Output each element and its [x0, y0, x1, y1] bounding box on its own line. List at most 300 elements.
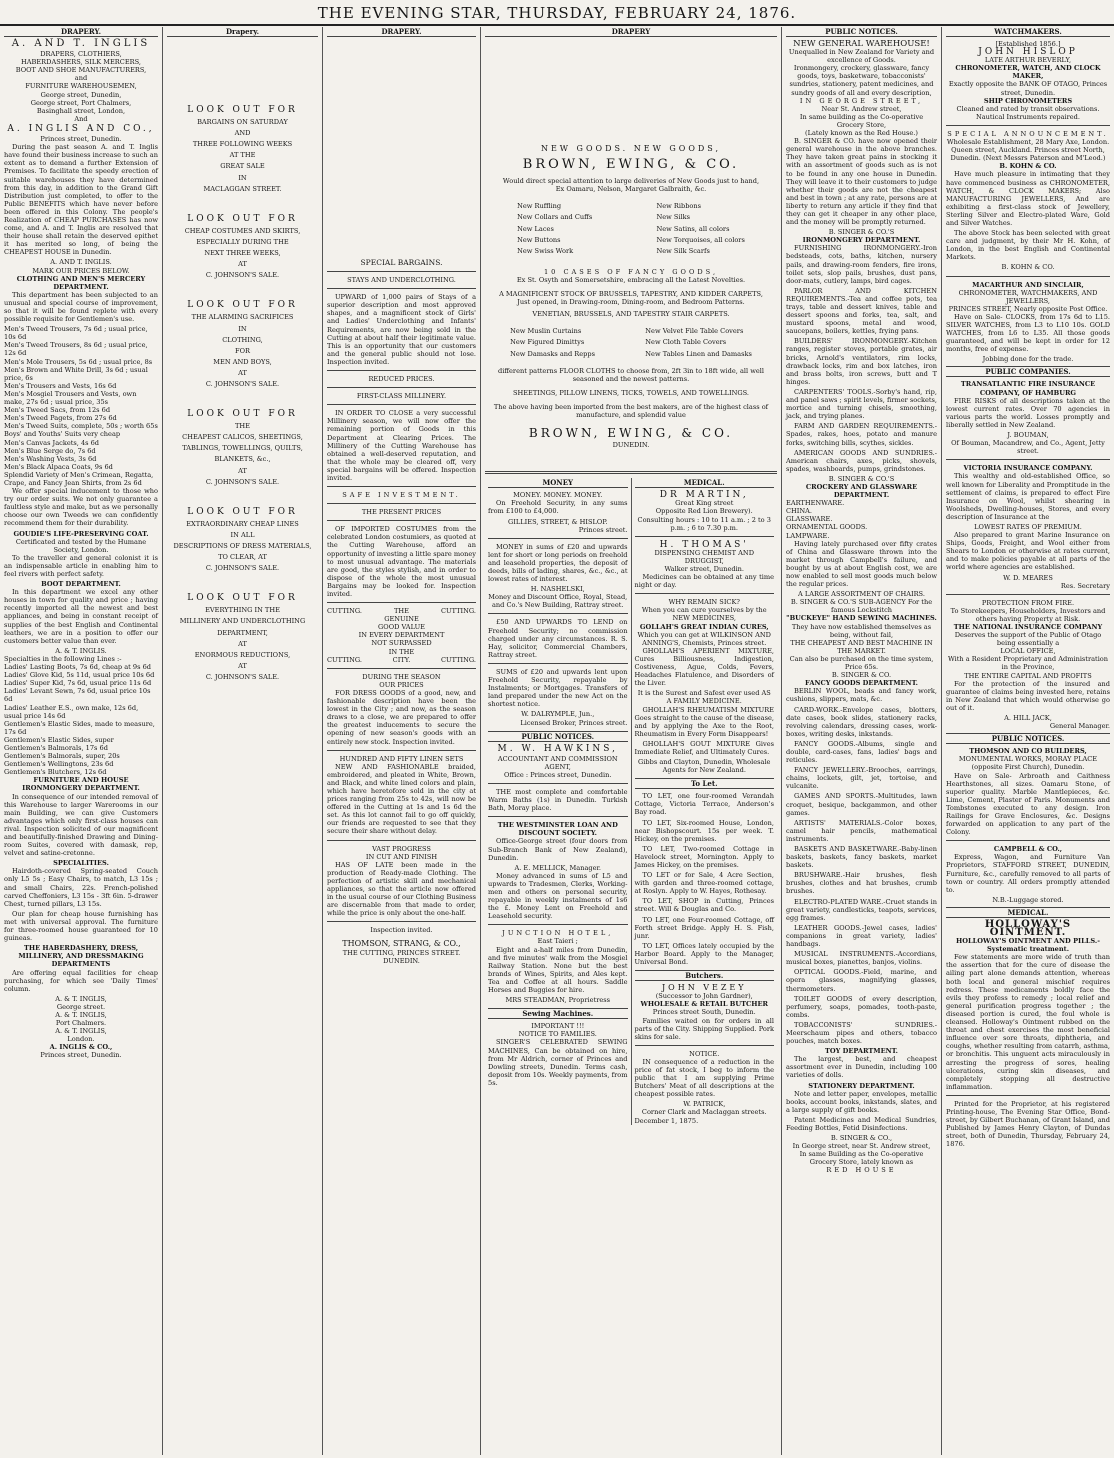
thomas-text: Medicines can be obtained at any time night or day.: [634, 573, 774, 590]
ad-line: IN ALL: [230, 530, 255, 539]
vezey-sub: (Successor to John Gardner),: [655, 992, 753, 1001]
boot-item: Gentlemen's Elastic Sides, super: [4, 735, 114, 744]
goods-item: New Tables Linen and Damasks: [645, 349, 752, 358]
furniture-heading: FURNITURE AND HOUSE IRONMONGERY DEPARTMENT.: [22, 776, 140, 793]
red-house: RED HOUSE: [826, 1166, 897, 1175]
goods-item: New Damasks and Repps: [510, 349, 595, 358]
to-let-item: TO LET, one four-roomed Verandah Cottage, Victoria Terrace, Anderson's Bay road.: [634, 792, 774, 817]
goods-item: New Muslin Curtains: [510, 327, 582, 336]
ad-line: ESPECIALLY DURING THE: [196, 237, 289, 246]
goods-item: New Collars and Cuffs: [517, 213, 593, 222]
final-sub: In same Building as the Co-operative Grocery Store, lately known as: [799, 1150, 924, 1167]
special-bargains: SPECIAL BARGAINS.: [360, 258, 443, 267]
medical-head: MEDICAL.: [946, 907, 1110, 918]
price-item: Men's Black Alpaca Coats, 9s 6d: [4, 462, 113, 471]
ad-line: MACLAGGAN STREET.: [203, 184, 282, 193]
reduced-prices: REDUCED PRICES.: [368, 375, 435, 384]
hotel-name: JUNCTION HOTEL,: [502, 929, 614, 938]
column-johnson: [163, 27, 323, 1455]
ad-line: NEXT THREE WEEKS,: [204, 249, 281, 258]
quality-note: The above having been imported from the best makers, are of the highest class of manufacture, and splendid value: [493, 402, 769, 419]
singer-text: SINGER'S CELEBRATED SEWING MACHINES, Can be obtained on hire, from Mr Aldrich, corner of Princes and Dowling streets, Dunedin. Terms cash, deposit from 10s. Weekly payments, from 5s.: [488, 1038, 628, 1087]
ship-chronometers: SHIP CHRONOMETERS: [983, 96, 1073, 105]
ships-text: Ex Oamaru, Nelson, Margaret Galbraith, &c.: [555, 185, 707, 194]
cutting-label: CUTTING.: [440, 607, 476, 616]
mark-prices: MARK OUR PRICES BELOW.: [32, 266, 130, 275]
fancy-cases: 10 CASES OF FANCY GOODS,: [543, 267, 719, 276]
money4-firm: W. DALRYMPLE, Jun.,: [521, 710, 595, 719]
building: In same building as the Co-operative Grocery Store,: [799, 112, 924, 129]
patrick-text: IN consequence of a reduction in the price of fat stock, I beg to inform the public that I am supplying Prime Butchers' Meat of all descriptions at the cheapest possible rates.: [634, 1057, 774, 1099]
buckeye-text: They have now established themselves as being, without fail,: [791, 622, 932, 639]
in-the: IN THE: [388, 647, 415, 656]
public-notices-head: PUBLIC NOTICES.: [488, 731, 628, 742]
new-goods: NEW GOODS. NEW GOODS,: [540, 144, 722, 153]
price-item: Boys' and Youths' Suits very cheap: [4, 430, 121, 439]
ad-line: GREAT SALE: [220, 162, 265, 171]
floorcloths: different patterns FLOOR CLOTHS to choose from, 2ft 3in to 18ft wide, all well seasoned and the newest patterns.: [498, 366, 764, 383]
goods-item: New Buttons: [517, 235, 561, 244]
toy-text: The largest, best, and cheapest assortment ever in Dunedin, including 100 varieties of dolls.: [786, 1055, 937, 1080]
macarthur-addr: PRINCES STREET, Nearly opposite Post Office.: [948, 304, 1108, 313]
list-item: ORNAMENTAL GOODS.: [786, 523, 868, 532]
price-item: Men's Tweed Suits, complete, 50s ; worth 65s: [4, 422, 158, 431]
ship-sub: Cleaned and rated by transit observations. Nautical Instruments repaired.: [956, 104, 1100, 121]
macarthur-sub: Jobbing done for the trade.: [982, 355, 1074, 364]
special-announcement: SPECIAL ANNOUNCEMENT.: [947, 129, 1109, 138]
national-text: Deserves the support of the Public of Otago being essentially a: [954, 631, 1102, 648]
signature: A. & T. INGLIS.: [55, 646, 107, 655]
signature: A. INGLIS & CO.,: [49, 1043, 113, 1052]
special-sub: Wholesale Establishment, 28 Mary Axe, London. Queen street, Auckland. Princes street North, Dunedin. (Next Messrs Paterson and M'Leod.): [946, 138, 1110, 163]
goods-item: New Ribbons: [656, 202, 702, 211]
martin-hours: Consulting hours : 10 to 11 a.m. ; 2 to 3 p.m. ; 6 to 7.30 p.m.: [637, 515, 771, 532]
cheapest: THE CHEAPEST AND BEST MACHINE IN THE MARKET.: [790, 638, 933, 655]
list-item: BASKETS AND BASKETWARE.-Baby-linen baskets, baskets, fancy baskets, market baskets.: [786, 845, 937, 870]
list-item: ELECTRO-PLATED WARE.-Cruet stands in great variety, candlesticks, teapots, services, egg frames.: [786, 897, 937, 922]
column-head: WATCHMAKERS.: [946, 27, 1110, 37]
iron-list: [786, 244, 937, 473]
ad-title: LOOK OUT FOR: [187, 409, 298, 420]
carpets: A MAGNIFICENT STOCK OF BRUSSELS, TAPESTRY, AND KIDDER CARPETS,: [499, 290, 763, 299]
list-item: GAMES AND SPORTS.-Multitudes, lawn croquet, besique, backgammon, and other games.: [786, 792, 937, 817]
list-item: FANCY JEWELLERY.-Brooches, earrings, chains, lockets, gilt, jet, tortoise, and vulcanite.: [786, 766, 937, 791]
list-item: EARTHENWARE.: [786, 499, 845, 508]
boot-heading: BOOT DEPARTMENT.: [41, 580, 121, 589]
millinery-text: IN ORDER TO CLOSE a very successful Millinery season, we will now offer the remaining portion of Goods in this Department at Clearing Prices. The Millinery of the Cutting Warehouse has obtained a well-deserved reputation, and that the whole may be cleared off, very special bargains will be offered. Inspection invited.: [327, 409, 476, 482]
price-item: Men's Washing Vests, 3s 6d: [4, 454, 97, 463]
baths-text: THE most complete and comfortable Warm Baths (1s) in Dunedin. Turkish Bath, Moray place.: [488, 787, 628, 813]
price-item: Splendid Variety of Men's Crimean, Regatta, Crape, and Fancy Jean Shirts, from 2s 6d: [4, 470, 154, 487]
city-label: CITY.: [392, 655, 411, 664]
jack-sub: General Manager.: [1049, 722, 1110, 731]
list-item: AMERICAN GOODS AND SUNDRIES.-American chairs, axes, picks, shovels, spades, washboards, pumps, grindstones.: [786, 448, 937, 473]
haberdashery-text: Are offering equal facilities for cheap purchasing, for which see 'Daily Times' column.: [4, 968, 158, 993]
trade-3: BOOT AND SHOE MANUFACTURERS,: [15, 66, 147, 75]
patent-text: Patent Medicines and Medical Sundries, Feeding Bottles, Fetid Disinfections.: [786, 1115, 937, 1132]
meares-sub: Res. Secretary: [1060, 581, 1110, 590]
firm-name-2: A. INGLIS AND CO.,: [7, 123, 155, 134]
address-1: George street, Dunedin,: [40, 90, 122, 99]
goods-item: New Figured Dimittys: [510, 338, 585, 347]
ad-line: DESCRIPTIONS OF DRESS MATERIALS,: [173, 542, 312, 550]
present-prices: THE PRESENT PRICES: [361, 508, 442, 517]
column-watchmakers: [942, 27, 1114, 1455]
season-2: OUR PRICES: [379, 680, 424, 689]
important: IMPORTANT !!!: [531, 1022, 585, 1031]
clothing-text: This department has been subjected to an unusual and special course of improvement, so that it will be found replete with every possible requisite for Gentlemen's use.: [4, 290, 158, 324]
trade-2: HABERDASHERS, SILK MERCERS,: [21, 58, 141, 67]
ad-line: C. JOHNSON'S SALE.: [205, 379, 280, 388]
johnson-ad: [167, 594, 318, 681]
to-let-item: TO LET, Two-roomed Cottage in Havelock street, Mornington. Apply to James Hickey, on the premises.: [634, 844, 774, 869]
westminster-text: Office-George street (four doors from Sub-Branch Bank of New Zealand), Dunedin.: [488, 837, 628, 862]
singer-intro: B. SINGER & CO. have now opened their general warehouse in the above branches. They have taken great pains in stocking it with an assortment of goods such as is not to be found in any one house in Dunedin. They will leave it to their customers to judge whether their goods are not the cheapest and best in town ; at any rate, persons are at liberty to return any article if they find that they can get it cheaper in any other place, and the money will be promptly returned.: [786, 137, 937, 227]
column-head: DRAPERY.: [327, 27, 476, 37]
goods-item: New Silk Scarfs: [656, 246, 710, 255]
curtains-list-left: [510, 324, 595, 360]
price-item: Men's Tweed Trousers, 8s 6d ; usual price, 12s 6d: [4, 341, 148, 358]
trade-5: FURNITURE WAREHOUSEMEN,: [25, 82, 137, 91]
ad-title: LOOK OUT FOR: [187, 105, 298, 115]
linen-text: NEW AND FASHIONABLE braided, embroidered, and pleated in White, Brown, and Black, and white lined colors and plain, which have heretofore sold in the city at prices ranging from 25s to 42s, will now be offered in the Cutting at 1s and 1s 6d the set. As this lot cannot fail to go off quickly, our friends are requested to see that they secure their share without delay.: [327, 762, 476, 836]
cutting-label: CUTTING.: [327, 607, 363, 616]
campbell: CAMPBELL & CO.,: [993, 845, 1063, 854]
hislop-sub: Exactly opposite the BANK OF OTAGO, Princes street, Dunedin.: [948, 80, 1108, 97]
hawkins: M. W. HAWKINS,: [497, 743, 618, 754]
building-sub: (Lately known as the Red House.): [805, 129, 918, 138]
iron-sign: B. SINGER & CO.'S: [828, 228, 895, 237]
holloway-text: Few statements are more wide of truth than the assertion that for the cure of disease the ailing part alone demands attention, whereas both local and general mischief requires redress. These medicaments boldly face the evils they profess to remedy ; local relief and general purification progress together ; the diseased portion is cured, the foul whole is cleansed. Holloway's Ointment rubbed on the throat and chest exercises the most beneficial influence over sore throats, diphtheria, and coughs, whether resulting from catarrh, asthma, or bronchitis. This unguent acts miraculously in arresting the progress of sores, healing ulcerations, curing skin diseases, and completely stopping all destructive inflammation.: [946, 953, 1110, 1091]
goods-item: New Silks: [656, 213, 691, 222]
sick-heading: WHY REMAIN SICK?: [668, 598, 740, 607]
safest: It is the Surest and Safest ever used AS A FAMILY MEDICINE.: [637, 689, 771, 706]
kohn-sign: B. KOHN & CO.: [1001, 263, 1055, 272]
sick-sub: When you can cure yourselves by the NEW MEDICINES,: [641, 606, 767, 623]
list-item: CHINA.: [786, 507, 813, 516]
money-column: [485, 478, 631, 1124]
goudie-text: To the traveller and general colonist it is an indispensable article in enabling him to feel rivers with perfect safety.: [4, 553, 158, 578]
signature: London.: [67, 1035, 95, 1044]
intro-text: During the past season A. and T. Inglis have found their business increase to such an extent as to demand a further Extension of Premises. To facilitate the speedy erection of suitable warehouses they have determined from this day, in addition to the Grand Gift Distribution just completed, to offer to the Public BENEFITS which have never before been offered in this Colony. The people's Realization of CHEAP PURCHASES has now come, and A. and T. Inglis are resolved that their house shall retain the deserved epithet it has merited so long, of being the CHEAPEST HOUSE in Dunedin.: [4, 143, 158, 257]
price-item: Men's Tweed Trousers, 7s 6d ; usual price, 10s 6d: [4, 325, 148, 342]
butchers-head: Butchers.: [635, 970, 775, 981]
column-head: DRAPERY.: [4, 27, 158, 37]
martin-sub: Opposite Red Lion Brewery).: [655, 507, 753, 516]
address-2: George street, Port Chalmers,: [30, 98, 132, 107]
hawkins-trade: ACCOUNTANT AND COMMISSION AGENT,: [497, 754, 618, 771]
curtains-list-right: [645, 324, 752, 360]
ad-line: AT: [238, 260, 247, 269]
notice-heading: NOTICE.: [689, 1049, 720, 1058]
hotel-text: Eight and a-half miles from Dunedin, and five minutes' walk from the Mosgiel Railway Station. None but the best brands of Wines, Spirits, and Ales kept. Tea and Coffee at all hours. Saddle Horses and Buggies for hire.: [488, 945, 628, 995]
ad-line: CHEAPEST CALICOS, SHEETINGS,: [182, 433, 303, 442]
list-item: ARTISTS' MATERIALS.-Color boxes, camel hair pencils, mathematical instruments.: [786, 818, 937, 843]
thomas-addr: Walker street, Dunedin.: [664, 565, 745, 573]
ad-line: THE: [235, 422, 250, 431]
signature: Princes street, Dunedin.: [40, 1051, 122, 1060]
firm-address: THE CUTTING, PRINCES STREET.: [342, 948, 461, 957]
good-value: GOOD VALUE: [378, 623, 425, 632]
patrick-date: December 1, 1875.: [634, 1116, 699, 1125]
hawkins-office: Office : Princes street, Dunedin.: [504, 770, 612, 779]
ad-line: EVERYTHING IN THE: [205, 606, 280, 615]
victoria: VICTORIA INSURANCE COMPANY.: [963, 464, 1093, 473]
johnson-ads: [167, 106, 318, 681]
crockery-sign: B. SINGER & CO.'S: [828, 474, 895, 483]
inspection-invited: Inspection invited.: [370, 926, 433, 935]
list-item: BRUSHWARE.-Hair brushes, flesh brushes, clothes and hat brushes, crumb brushes.: [786, 871, 937, 896]
cases-sub: Ex St. Osyth and Somersetshire, embracing all the Latest Novelties.: [516, 275, 746, 284]
city: DUNEDIN.: [383, 956, 420, 965]
ad-line: IN: [238, 173, 247, 182]
jack: A. HILL JACK,: [1004, 714, 1052, 723]
ad-line: EXTRAORDINARY CHEAP LINES: [186, 519, 299, 528]
money-text: On Freehold Security, in any sums from £100 to £4,000.: [488, 499, 628, 516]
final-firm: B. SINGER & CO.,: [830, 1134, 893, 1143]
trade-4: and: [74, 74, 88, 83]
protection: PROTECTION FROM FIRE.: [981, 598, 1075, 607]
ad-line: C. JOHNSON'S SALE.: [205, 672, 280, 681]
warehouse-sub: Unequalled in New Zealand for Variety and excellence of Goods.: [788, 48, 935, 65]
signature: A. & T. INGLIS,: [55, 1027, 107, 1036]
to-let-item: TO LET, one Four-roomed Cottage, off Forth street Bridge. Apply H. S. Fish, junr.: [634, 915, 774, 940]
goods-item: New Swiss Work: [517, 246, 574, 255]
westminster: THE WESTMINSTER LOAN AND DISCOUNT SOCIETY.: [497, 821, 618, 838]
vezey-addr: Princes street South, Dunedin.: [652, 1008, 756, 1017]
sewing-head: Sewing Machines.: [488, 1008, 628, 1019]
list-item: LEATHER GOODS.-Jewel cases, ladies' companions in great variety, ladies' handbags.: [786, 923, 937, 949]
ad-line: CLOTHING,: [222, 335, 263, 344]
list-item: FURNISHING IRONMONGERY.-Iron bedsteads, cots, baths, kitchen, nursery pails, and drawing-room fenders, fire irons, toilet sets, slop pails, brushes, dust pans, door-mats, cutlery, lamps, bird cages.: [786, 244, 937, 285]
list-item: BUILDERS' IRONMONGERY.-Kitchen ranges, register stoves, portable grates, air bricks, Arnold's ventilators, rim locks, drawback locks, rim and box latches, iron and brass bolts, iron screws, butt and T hinges.: [786, 337, 937, 386]
price-item: Men's Tweed Sacs, from 12s 6d: [4, 406, 111, 415]
city: DUNEDIN.: [612, 441, 650, 450]
clothing-heading: CLOTHING AND MEN'S MERCERY DEPARTMENT.: [16, 274, 146, 291]
ad-line: AT: [238, 466, 247, 475]
mellick: A. E. MELLICK, Manager.: [514, 863, 602, 872]
boot-item: Ladies' Super Kid, 7s 6d, usual price 11s 6d: [4, 679, 152, 688]
bouman-sub: Of Bouman, Macandrew, and Co., Agent, Jetty street.: [951, 439, 1105, 456]
to-let-item: TO LET, SHOP in Cutting, Princes street. Will & Douglas and Co.: [634, 897, 774, 914]
price-item: Men's Mole Trousers, 5s 6d ; usual price, 8s: [4, 357, 153, 366]
to-let-list: [635, 792, 775, 966]
stationery-text: Note and letter paper, envelopes, metallic books, account books, inkstands, slates, and a large supply of gift books.: [786, 1089, 937, 1114]
thomas-sub: DISPENSING CHEMIST AND DRUGGIST,: [654, 548, 754, 565]
goods-item: New Satins, all colors: [656, 224, 730, 233]
johnson-ad: [167, 508, 318, 573]
haberdashery-heading: THE HABERDASHERY, DRESS, MILLINERY, AND DRESSMAKING DEPARTMENTS: [18, 944, 144, 969]
address-3: Basinghall street, London,: [36, 106, 126, 115]
goods-item: New Laces: [517, 224, 554, 233]
vast-progress: VAST PROGRESS: [372, 844, 431, 853]
list-item: MUSICAL INSTRUMENTS.-Accordians, musical boxes, pianettes, banjos, violins.: [786, 950, 937, 967]
johnson-ad: [167, 106, 318, 193]
ad-title: LOOK OUT FOR: [187, 300, 298, 311]
cutting-label: CUTTING.: [440, 655, 476, 664]
campbell-sub: N.B.-Luggage stored.: [992, 895, 1064, 904]
ad-line: C. JOHNSON'S SALE.: [205, 564, 280, 573]
signature: George street.: [56, 1002, 106, 1011]
established: [Established 1856.]: [995, 40, 1061, 48]
national: THE NATIONAL INSURANCE COMPANY: [953, 623, 1103, 631]
johnson-ad: [167, 301, 318, 388]
direct-text: Would direct special attention to large deliveries of New Goods just to hand,: [502, 177, 760, 186]
mellick-text: Money advanced in sums of L5 and upwards to Tradesmen, Clerks, Working-men and others on personal security, repayable in weekly instalments of 1s6 the £. Money Lent on Freehold and Leasehold security.: [488, 871, 628, 921]
firm-name: BROWN, EWING, & CO.: [522, 157, 740, 173]
steadman: MRS STEADMAN, Proprietress: [505, 996, 611, 1005]
boot-list: [4, 655, 158, 776]
warehouse-title: NEW GENERAL WAREHOUSE!: [793, 39, 930, 49]
ad-line: MILLINERY AND UNDERCLOTHING: [179, 617, 306, 626]
fancy-sign: B. SINGER & CO.: [831, 671, 892, 680]
martin-name: DR MARTIN,: [659, 490, 749, 501]
boot-item: Gentlemen's Balmorals, 17s 6d: [4, 743, 108, 752]
firm-name-2: BROWN, EWING, & CO.: [528, 426, 734, 441]
ad-line: AT THE: [229, 151, 256, 160]
list-item: BERLIN WOOL, beads and fancy work, cushions, slippers, mats, &c.: [786, 687, 937, 704]
thomson-sub: MONUMENTAL WORKS, MORAY PLACE (opposite First Church), Dunedin.: [958, 755, 1098, 772]
time-system: Can also be purchased on the time system, Price 65s.: [789, 654, 934, 672]
crockery-heading: CROCKERY AND GLASSWARE DEPARTMENT.: [805, 482, 918, 500]
stationery-heading: STATIONERY DEPARTMENT.: [808, 1081, 915, 1090]
money-addr: Princes street.: [578, 525, 628, 534]
hislop-trade: CHRONOMETER, WATCH, AND CLOCK MAKER,: [955, 64, 1101, 81]
boot-item: Gentlemen's Wellingtons, 23s 6d: [4, 760, 114, 769]
ad-line: TABLINGS, TOWELLINGS, QUILTS,: [182, 444, 303, 453]
macarthur: MACARTHUR AND SINCLAIR,: [972, 280, 1084, 289]
list-item: OPTICAL GOODS.-Field, marine, and opera glasses, magnifying glasses, thermometers.: [786, 968, 937, 993]
george-street: IN GEORGE STREET,: [799, 96, 924, 105]
ad-line: TO CLEAR, AT: [218, 553, 267, 562]
price-item: Men's Trousers and Vests, 16s 6d: [4, 381, 117, 390]
public-notices-head: PUBLIC NOTICES.: [946, 733, 1110, 744]
ad-line: AND: [234, 129, 251, 138]
millinery-heading: FIRST-CLASS MILLINERY.: [356, 392, 447, 401]
every-department: IN EVERY DEPARTMENT: [358, 631, 445, 640]
venetian: VENETIAN, BRUSSELS, AND TAPESTRY STAIR CARPETS.: [532, 310, 730, 319]
ad-line: AT: [238, 661, 247, 670]
patrick-firm: W. PATRICK,: [683, 1100, 726, 1109]
hislop: JOHN HISLOP: [978, 47, 1078, 58]
boot-item: Gentlemen's Blutchers, 12s 6d: [4, 768, 107, 777]
signature: A. & T. INGLIS,: [55, 994, 107, 1003]
ad-line: AT: [238, 368, 247, 377]
sheetings: SHEETINGS, PILLOW LINENS, TICKS, TOWELS, AND TOWELLINGS.: [512, 388, 750, 397]
street-sub: Near St. Andrew street,: [821, 104, 902, 113]
ad-title: LOOK OUT FOR: [187, 506, 298, 517]
iron-heading: IRONMONGERY DEPARTMENT.: [802, 236, 921, 245]
johnson-ad: [167, 215, 318, 280]
list-item: GLASSWARE.: [786, 515, 833, 524]
cutting-label: CUTTING.: [327, 655, 363, 664]
list-item: PARLOR AND KITCHEN REQUIREMENTS.-Tea and coffee pots, tea trays, table and dessert knives, table and dessert spoons and forks, tea, salt, and mustard spoons, metal and wood, saucepans, boilers, kettles, frying pans.: [786, 286, 937, 336]
fancy-heading: FANCY GOODS DEPARTMENT.: [805, 679, 918, 688]
boot-item: Specialties in the following Lines :-: [4, 654, 122, 663]
thomson: THOMSON AND CO BUILDERS,: [969, 747, 1087, 756]
gollah-sub: Which you can get at WILKINSON AND ANNING'S, Chemists, Princes street.: [637, 630, 771, 647]
boot-item: Gentlemen's Balmorals, super, 20s: [4, 752, 120, 761]
column-inglis: [0, 27, 163, 1455]
ad-line: AT: [238, 639, 247, 648]
price-item: Men's Tweed Pagets, from 27s 6d: [4, 414, 117, 423]
lower-section: [485, 478, 777, 1124]
boot-item: Ladies' Glove Kid, 5s 11d, usual price 10s 6d: [4, 671, 155, 680]
stays-text: UPWARD of 1,000 pairs of Stays of a superior description and most approved shapes, and a magnificent stock of Girls' and Ladies' Underclothing and Infants' Requirements, are now being sold in the Cutting at about half their legitimate value. This is an opportunity that our customers and the general public should not lose. Inspection invited.: [327, 293, 476, 366]
column-cutting: [323, 27, 481, 1455]
ad-line: THREE FOLLOWING WEEKS: [192, 140, 293, 149]
money-title: MONEY. MONEY. MONEY.: [513, 491, 603, 500]
price-item: Men's Blue Serge do, 7s 6d: [4, 446, 96, 455]
cut-finish: IN CUT AND FINISH: [365, 852, 438, 861]
price-item: Men's Canvas Jackets, 4s 6d: [4, 438, 100, 447]
ad-line: MEN AND BOYS,: [213, 357, 272, 366]
season-1: DURING THE SEASON: [362, 672, 441, 681]
carpets-sub: Just opened, in Drawing-room, Dining-room, and Bedroom Patterns.: [517, 298, 745, 307]
ad-line: CHEAP COSTUMES AND SKIRTS,: [184, 226, 301, 235]
address-4: And: [74, 114, 88, 123]
list-item: TOBACCONISTS' SUNDRIES.-Meerschaum pipes and others, tobacco pouches, match boxes.: [786, 1020, 937, 1046]
vezey: JOHN VEZEY: [661, 983, 747, 993]
money2-firm: H. NASHELSKI,: [530, 585, 585, 594]
meares: W. D. MEARES: [1003, 573, 1053, 582]
not-surpassed: NOT SURPASSED: [371, 639, 432, 648]
victoria-text: This wealthy and old-established Office, so well known for Liberality and Promptitude in the settlement of claims, is prepared to effect Fire Insurance on Wool, whilst shearing in Woolsheds, Dwelling-houses, Stores, and every description of Insurance at the: [946, 472, 1110, 521]
gollah: GOLLAH'S GREAT INDIAN CURES,: [639, 622, 769, 631]
column-head: Drapery.: [167, 27, 318, 37]
money4-sub: Licensed Broker, Princes street.: [520, 718, 628, 727]
goods-item: New Ruffling: [517, 202, 562, 211]
goudie-sub: Certificated and tested by the Humane Society, London.: [15, 537, 147, 554]
buckeye: "BUCKEYE" HAND SEWING MACHINES.: [786, 614, 937, 623]
aperient: GHOLLAH'S APERIENT MIXTURE, Cures Billiousness, Indigestion, Costiveness, Ague, Colds, Fevers, Headaches Flatulence, and Disorders of the Liver.: [634, 646, 774, 688]
genuine: GENUINE: [384, 615, 419, 624]
linen-heading: HUNDRED AND FIFTY LINEN SETS: [339, 754, 464, 763]
boot-item: Ladies' Lasting Boots, 7s 6d, cheap at 9s 6d: [4, 663, 152, 672]
boot-item: Ladies' Leather E.S., own make, 12s 6d, usual price 14s 6d: [4, 703, 139, 720]
crockery-text: Having lately purchased over fifty crates of China and Glassware thrown into the market through Campbell's failure, and bought by us at about English cost, we are now enabled to sell most goods much below the regular prices.: [786, 539, 937, 589]
trade-1: DRAPERS, CLOTHIERS,: [40, 50, 122, 59]
hislop-late: LATE ARTHUR BEVERLY,: [984, 56, 1072, 65]
notice-families: NOTICE TO FAMILIES.: [518, 1030, 597, 1039]
gibbs: Gibbs and Clayton, Dunedin, Wholesale Agents for New Zealand.: [638, 758, 771, 775]
ad-line: C. JOHNSON'S SALE.: [205, 271, 280, 280]
ad-title: LOOK OUT FOR: [187, 593, 298, 604]
ad-title: LOOK OUT FOR: [187, 213, 298, 224]
printer-imprint: Printed for the Proprietor, at his registered Printing-house, The Evening Star Office, Bond-street, by Gilbert Buchanan, of Grant Island, and Published by James Henry Clayton, of Dundas street, both of Dunedin, Thursday, February 24, 1876.: [946, 1099, 1110, 1149]
to-let-head: To Let.: [635, 778, 775, 789]
money2-text: MONEY in sums of £20 and upwards lent for short or long periods on freehold and leasehold properties, the deposit of deeds, bills of lading, shares, &c., &c., at lowest rates of interest.: [488, 542, 628, 584]
hotel-sub: East Taieri ;: [537, 937, 578, 946]
macarthur-trade: CHRONOMETER, WATCHMAKERS, AND JEWELLERS,: [958, 288, 1098, 305]
goods-item: New Cloth Table Covers: [645, 338, 727, 347]
ad-line: DEPARTMENT,: [217, 628, 268, 637]
safe-investment: SAFE INVESTMENT.: [342, 491, 461, 500]
list-item: LAMPWARE.: [786, 531, 830, 540]
vast-text: HAS OF LATE been made in the production of Ready-made Clothing. The perfection of artistic skill and mechanical appliances, so that the article now offered in the usual course of our Clothing Business are discernable from that made to order, while the price is only about the one-half.: [327, 860, 476, 918]
signature: A. AND T. INGLIS.: [50, 258, 112, 267]
list-item: CARD-WORK.-Envelope cases, blotters, date cases, book slides, stationery racks, revolving calendars, dressing cases, work-boxes, writing desks, inkstands.: [786, 705, 937, 738]
local-office: LOCAL OFFICE,: [1000, 647, 1056, 656]
present-text: OF IMPORTED COSTUMES from the celebrated London costumiers, as quoted at the Cutting Warehouse, afford an opportunity of investing a little spare money to most unusual advantage. The materials are good, the styles stylish, and in order to dispose of the whole the most unusual Bargains may be looked for. Inspection invited.: [327, 525, 476, 598]
to-let-item: TO LET, Six-roomed House, London, near Bishopscourt. 15s per week. T. Hickey, on the premises.: [634, 818, 774, 843]
ad-line: ENORMOUS REDUCTIONS,: [194, 650, 291, 659]
lowest-rates: LOWEST RATES OF PREMIUM.: [974, 522, 1082, 531]
boot-text: In this department we excel any other houses in town for quality and price ; having recently imported all the newest and best appliances, and being in constant receipt of supplies of the best English and Continental leathers, we are in a position to offer our customers better value than ever.: [4, 588, 158, 645]
medical-head: MEDICAL.: [635, 478, 775, 488]
price-item: Men's Mosgiel Trousers and Vests, own make, 27s 6d ; usual price, 35s: [4, 389, 137, 407]
list-item: FARM AND GARDEN REQUIREMENTS.-Spades, rakes, hoes, potato and manure forks, switching bills, scythes, sickles.: [786, 422, 937, 447]
